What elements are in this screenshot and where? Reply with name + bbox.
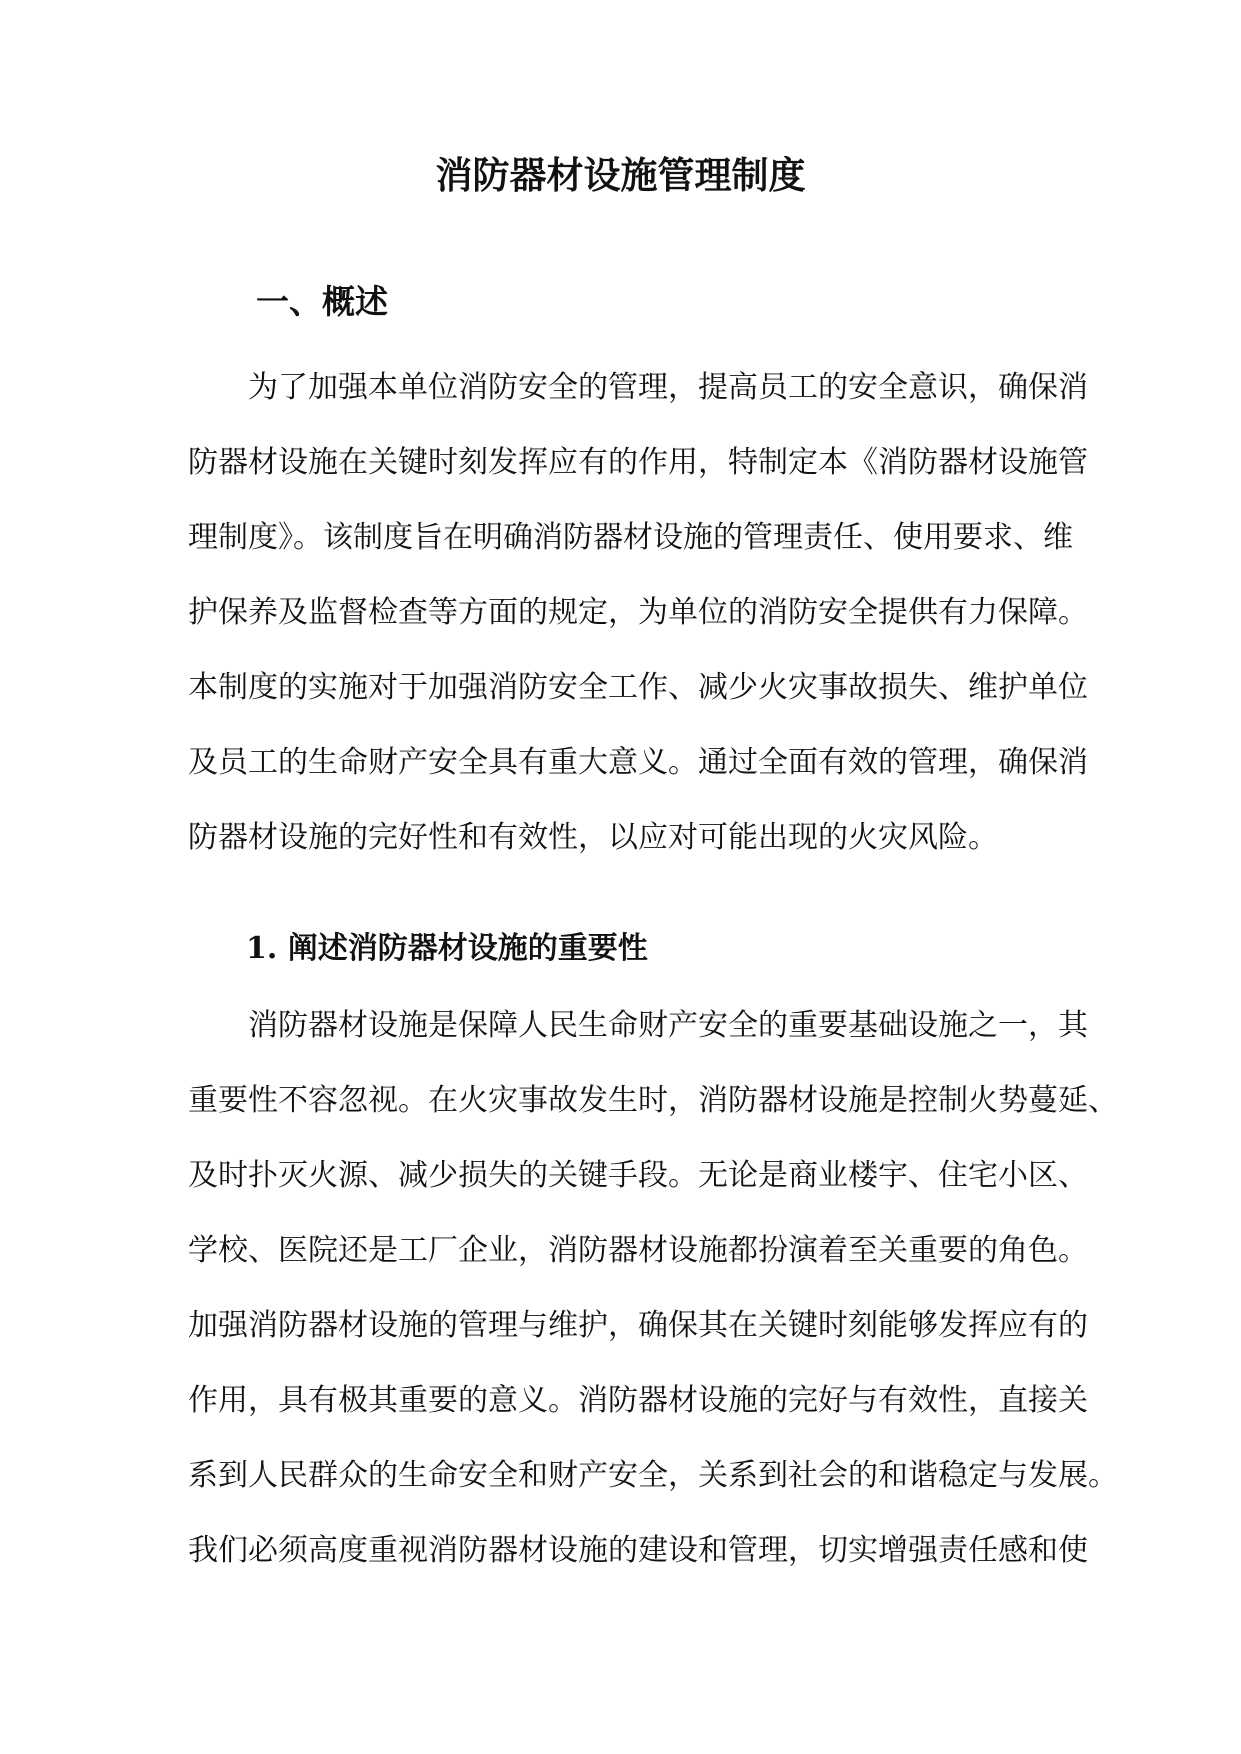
paragraph-line: 为了加强本单位消防安全的管理，提高员工的安全意识，确保消	[248, 370, 1088, 405]
overview-paragraph	[188, 350, 1088, 875]
paragraph-line: 及时扑灭火源、减少损失的关键手段。无论是商业楼宇、住宅小区、	[188, 1158, 1088, 1193]
paragraph-line: 加强消防器材设施的管理与维护，确保其在关键时刻能够发挥应有的	[188, 1308, 1088, 1343]
paragraph-line: 作用，具有极其重要的意义。消防器材设施的完好与有效性，直接关	[188, 1383, 1088, 1418]
paragraph-line: 理制度》。该制度旨在明确消防器材设施的管理责任、使用要求、维	[188, 520, 1073, 555]
paragraph-line: 消防器材设施是保障人民生命财产安全的重要基础设施之一，其	[248, 1008, 1088, 1043]
paragraph-line: 防器材设施在关键时刻发挥应有的作用，特制定本《消防器材设施管	[188, 445, 1088, 480]
paragraph-line: 本制度的实施对于加强消防安全工作、减少火灾事故损失、维护单位	[188, 670, 1088, 705]
paragraph-line: 及员工的生命财产安全具有重大意义。通过全面有效的管理，确保消	[188, 745, 1088, 780]
document-title: 消防器材设施管理制度	[435, 153, 806, 197]
paragraph-line: 重要性不容忽视。在火灾事故发生时，消防器材设施是控制火势蔓延、	[188, 1083, 1118, 1118]
paragraph-line: 防器材设施的完好性和有效性，以应对可能出现的火灾风险。	[188, 820, 998, 855]
paragraph-line: 我们必须高度重视消防器材设施的建设和管理，切实增强责任感和使	[188, 1533, 1088, 1568]
importance-paragraph	[188, 988, 1118, 1588]
paragraph-line: 学校、医院还是工厂企业，消防器材设施都扮演着至关重要的角色。	[188, 1233, 1088, 1268]
paragraph-line: 系到人民群众的生命安全和财产安全，关系到社会的和谐稳定与发展。	[188, 1458, 1118, 1493]
section-heading-overview: 一、概述	[256, 282, 388, 321]
subsection-heading-importance: 1. 阐述消防器材设施的重要性	[246, 931, 648, 966]
paragraph-line: 护保养及监督检查等方面的规定，为单位的消防安全提供有力保障。	[188, 595, 1088, 630]
